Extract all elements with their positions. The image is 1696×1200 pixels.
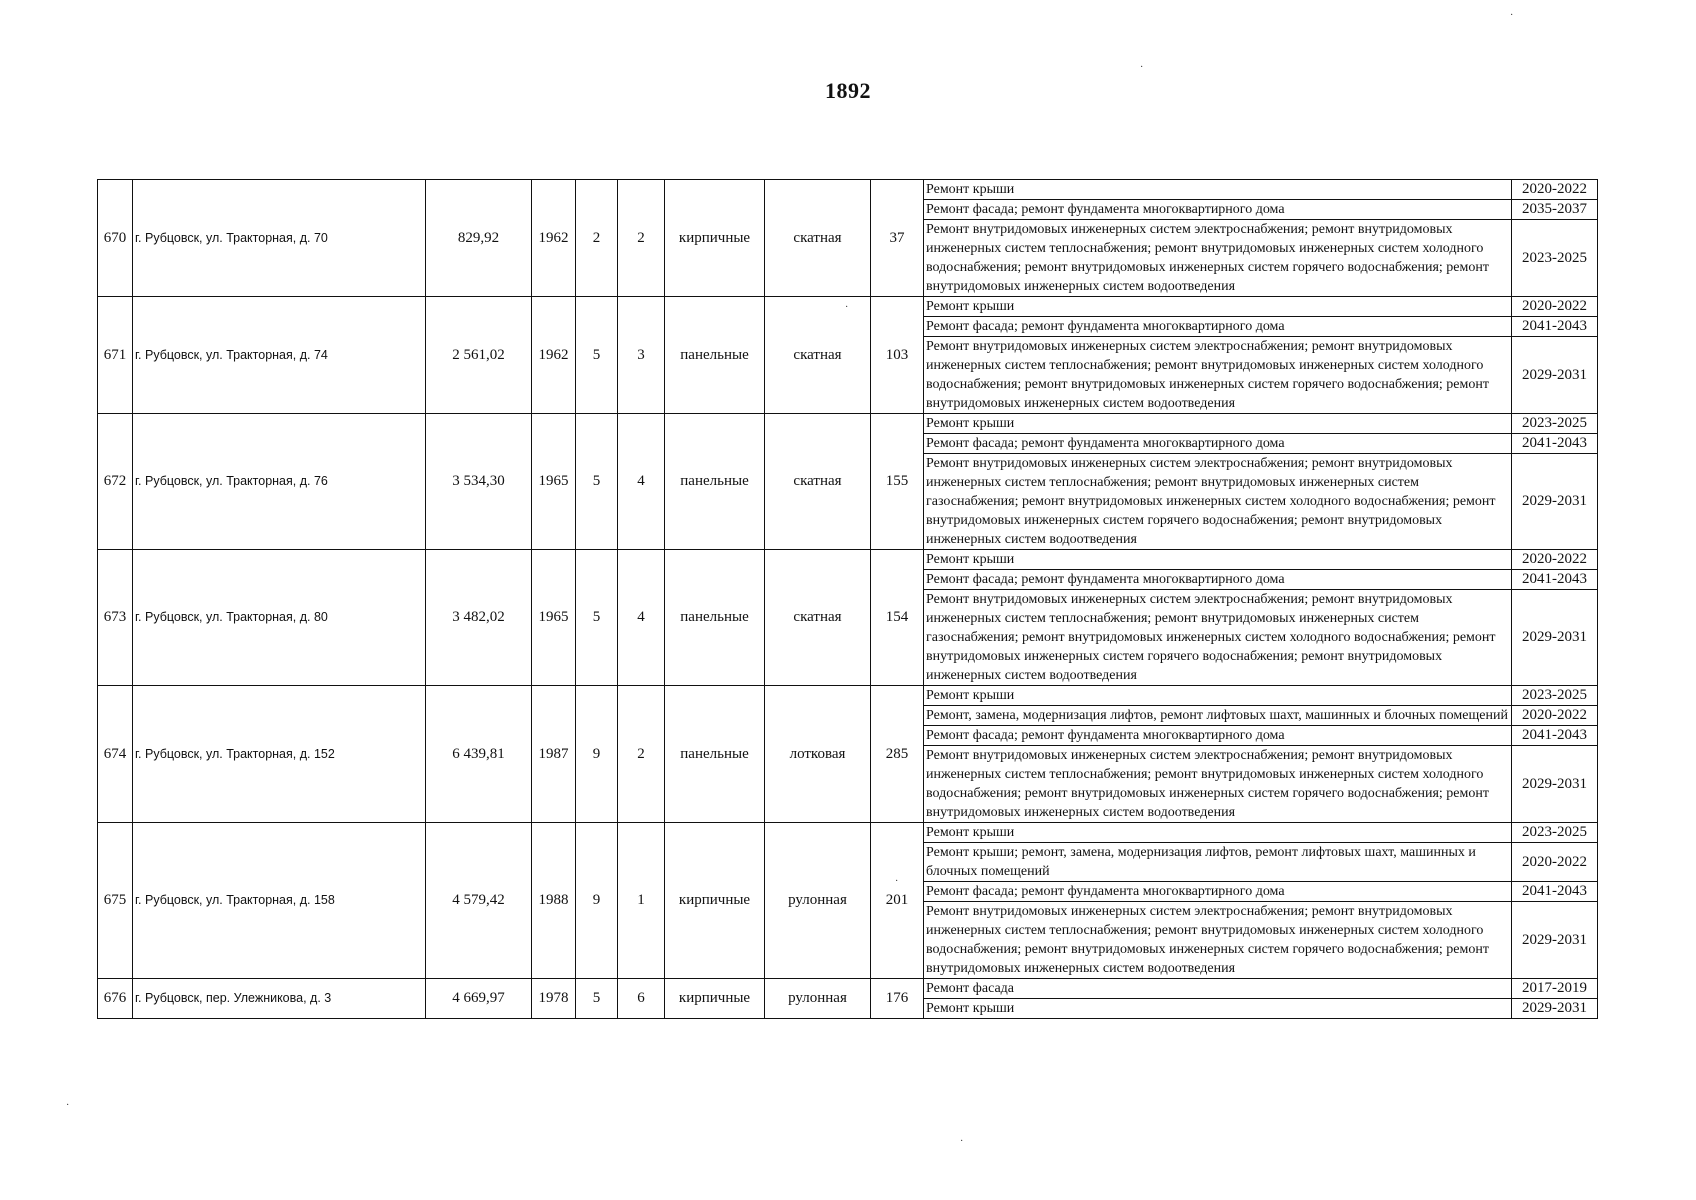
work-period: 2041-2043: [1512, 726, 1598, 746]
entrances-count: 2: [618, 686, 665, 823]
work-type: Ремонт фасада; ремонт фундамента многоквартирного дома: [924, 882, 1512, 902]
house-number: 672: [98, 414, 133, 550]
table-row: [98, 686, 1598, 706]
work-period: 2020-2022: [1512, 180, 1598, 200]
residents-count: 201: [871, 823, 924, 979]
work-type: Ремонт крыши; ремонт, замена, модернизация лифтов, ремонт лифтовых шахт, машинных и блочных помещений: [924, 843, 1512, 882]
work-period: 2023-2025: [1512, 414, 1598, 434]
roof-type: скатная: [765, 414, 871, 550]
wall-material: кирпичные: [665, 823, 765, 979]
total-area: 829,92: [426, 180, 532, 297]
work-type: Ремонт фасада; ремонт фундамента многоквартирного дома: [924, 200, 1512, 220]
floors-count: 9: [576, 686, 618, 823]
floors-count: 5: [576, 414, 618, 550]
wall-material: панельные: [665, 686, 765, 823]
work-type: Ремонт фасада; ремонт фундамента многоквартирного дома: [924, 570, 1512, 590]
house-address: г. Рубцовск, ул. Тракторная, д. 152: [133, 686, 426, 823]
residents-count: 37: [871, 180, 924, 297]
build-year: 1987: [532, 686, 576, 823]
house-number: 675: [98, 823, 133, 979]
roof-type: лотковая: [765, 686, 871, 823]
work-period: 2041-2043: [1512, 317, 1598, 337]
wall-material: панельные: [665, 414, 765, 550]
work-type: Ремонт крыши: [924, 550, 1512, 570]
work-period: 2020-2022: [1512, 843, 1598, 882]
total-area: 3 534,30: [426, 414, 532, 550]
work-type: Ремонт фасада; ремонт фундамента многоквартирного дома: [924, 317, 1512, 337]
build-year: 1962: [532, 180, 576, 297]
table-row: [98, 550, 1598, 570]
house-number: 673: [98, 550, 133, 686]
house-address: г. Рубцовск, пер. Улежникова, д. 3: [133, 979, 426, 1019]
work-period: 2029-2031: [1512, 999, 1598, 1019]
total-area: 6 439,81: [426, 686, 532, 823]
work-period: 2020-2022: [1512, 297, 1598, 317]
total-area: 2 561,02: [426, 297, 532, 414]
work-period: 2023-2025: [1512, 220, 1598, 297]
table-row: [98, 823, 1598, 843]
work-type: Ремонт, замена, модернизация лифтов, ремонт лифтовых шахт, машинных и блочных помещений: [924, 706, 1512, 726]
scan-dot: ·: [1140, 62, 1144, 73]
floors-count: 9: [576, 823, 618, 979]
work-type: Ремонт крыши: [924, 823, 1512, 843]
house-address: г. Рубцовск, ул. Тракторная, д. 74: [133, 297, 426, 414]
table-row: [98, 414, 1598, 434]
page-number: 1892: [825, 78, 871, 103]
roof-type: скатная: [765, 297, 871, 414]
house-number: 671: [98, 297, 133, 414]
build-year: 1988: [532, 823, 576, 979]
work-type: Ремонт внутридомовых инженерных систем электроснабжения; ремонт внутридомовых инженерных систем теплоснабжения; ремонт внутридомовых инженерных систем холодного водоснабжения; ремонт внутридомовых инженерных систем горячего водоснабжения; ремонт внутридомовых инженерных систем водоотведения: [924, 220, 1512, 297]
entrances-count: 4: [618, 414, 665, 550]
table-row: [98, 180, 1598, 200]
work-period: 2041-2043: [1512, 882, 1598, 902]
wall-material: кирпичные: [665, 979, 765, 1019]
work-period: 2020-2022: [1512, 550, 1598, 570]
floors-count: 5: [576, 550, 618, 686]
work-period: 2029-2031: [1512, 337, 1598, 414]
house-number: 674: [98, 686, 133, 823]
work-period: 2029-2031: [1512, 902, 1598, 979]
build-year: 1962: [532, 297, 576, 414]
house-address: г. Рубцовск, ул. Тракторная, д. 76: [133, 414, 426, 550]
work-type: Ремонт внутридомовых инженерных систем электроснабжения; ремонт внутридомовых инженерных систем теплоснабжения; ремонт внутридомовых инженерных систем холодного водоснабжения; ремонт внутридомовых инженерных систем горячего водоснабжения; ремонт внутридомовых инженерных систем водоотведения: [924, 337, 1512, 414]
work-period: 2029-2031: [1512, 746, 1598, 823]
work-period: 2041-2043: [1512, 570, 1598, 590]
floors-count: 5: [576, 297, 618, 414]
entrances-count: 1: [618, 823, 665, 979]
roof-type: рулонная: [765, 823, 871, 979]
work-type: Ремонт крыши: [924, 999, 1512, 1019]
house-address: г. Рубцовск, ул. Тракторная, д. 80: [133, 550, 426, 686]
scan-dot: ·: [66, 1100, 70, 1111]
build-year: 1978: [532, 979, 576, 1019]
work-period: 2041-2043: [1512, 434, 1598, 454]
build-year: 1965: [532, 550, 576, 686]
work-period: 2029-2031: [1512, 454, 1598, 550]
work-type: Ремонт крыши: [924, 414, 1512, 434]
work-type: Ремонт фасада: [924, 979, 1512, 999]
scan-dot: ·: [895, 876, 899, 887]
residents-count: 155: [871, 414, 924, 550]
roof-type: скатная: [765, 550, 871, 686]
house-number: 676: [98, 979, 133, 1019]
entrances-count: 4: [618, 550, 665, 686]
scan-dot: ·: [960, 1136, 964, 1147]
work-period: 2029-2031: [1512, 590, 1598, 686]
wall-material: панельные: [665, 297, 765, 414]
total-area: 4 579,42: [426, 823, 532, 979]
residents-count: 285: [871, 686, 924, 823]
residents-count: 176: [871, 979, 924, 1019]
residents-count: 103: [871, 297, 924, 414]
work-type: Ремонт крыши: [924, 180, 1512, 200]
house-number: 670: [98, 180, 133, 297]
wall-material: кирпичные: [665, 180, 765, 297]
work-type: Ремонт фасада; ремонт фундамента многоквартирного дома: [924, 726, 1512, 746]
roof-type: рулонная: [765, 979, 871, 1019]
scan-dot: ·: [845, 302, 849, 313]
work-type: Ремонт фасада; ремонт фундамента многоквартирного дома: [924, 434, 1512, 454]
floors-count: 5: [576, 979, 618, 1019]
work-period: 2017-2019: [1512, 979, 1598, 999]
total-area: 3 482,02: [426, 550, 532, 686]
work-type: Ремонт внутридомовых инженерных систем электроснабжения; ремонт внутридомовых инженерных систем теплоснабжения; ремонт внутридомовых инженерных систем газоснабжения; ремонт внутридомовых инженерных систем холодного водоснабжения; ремонт внутридомовых инженерных систем горячего водоснабжения; ремонт внутридомовых инженерных систем водоотведения: [924, 590, 1512, 686]
entrances-count: 6: [618, 979, 665, 1019]
scan-dot: ·: [1510, 10, 1514, 21]
entrances-count: 2: [618, 180, 665, 297]
house-address: г. Рубцовск, ул. Тракторная, д. 158: [133, 823, 426, 979]
house-address: г. Рубцовск, ул. Тракторная, д. 70: [133, 180, 426, 297]
roof-type: скатная: [765, 180, 871, 297]
work-type: Ремонт внутридомовых инженерных систем электроснабжения; ремонт внутридомовых инженерных систем теплоснабжения; ремонт внутридомовых инженерных систем газоснабжения; ремонт внутридомовых инженерных систем холодного водоснабжения; ремонт внутридомовых инженерных систем горячего водоснабжения; ремонт внутридомовых инженерных систем водоотведения: [924, 454, 1512, 550]
work-type: Ремонт крыши: [924, 297, 1512, 317]
work-type: Ремонт внутридомовых инженерных систем электроснабжения; ремонт внутридомовых инженерных систем теплоснабжения; ремонт внутридомовых инженерных систем холодного водоснабжения; ремонт внутридомовых инженерных систем горячего водоснабжения; ремонт внутридомовых инженерных систем водоотведения: [924, 902, 1512, 979]
entrances-count: 3: [618, 297, 665, 414]
work-type: Ремонт крыши: [924, 686, 1512, 706]
wall-material: панельные: [665, 550, 765, 686]
work-type: Ремонт внутридомовых инженерных систем электроснабжения; ремонт внутридомовых инженерных систем теплоснабжения; ремонт внутридомовых инженерных систем холодного водоснабжения; ремонт внутридомовых инженерных систем горячего водоснабжения; ремонт внутридомовых инженерных систем водоотведения: [924, 746, 1512, 823]
work-period: 2035-2037: [1512, 200, 1598, 220]
build-year: 1965: [532, 414, 576, 550]
work-period: 2023-2025: [1512, 823, 1598, 843]
work-period: 2023-2025: [1512, 686, 1598, 706]
residents-count: 154: [871, 550, 924, 686]
total-area: 4 669,97: [426, 979, 532, 1019]
table-row: [98, 979, 1598, 999]
floors-count: 2: [576, 180, 618, 297]
work-period: 2020-2022: [1512, 706, 1598, 726]
